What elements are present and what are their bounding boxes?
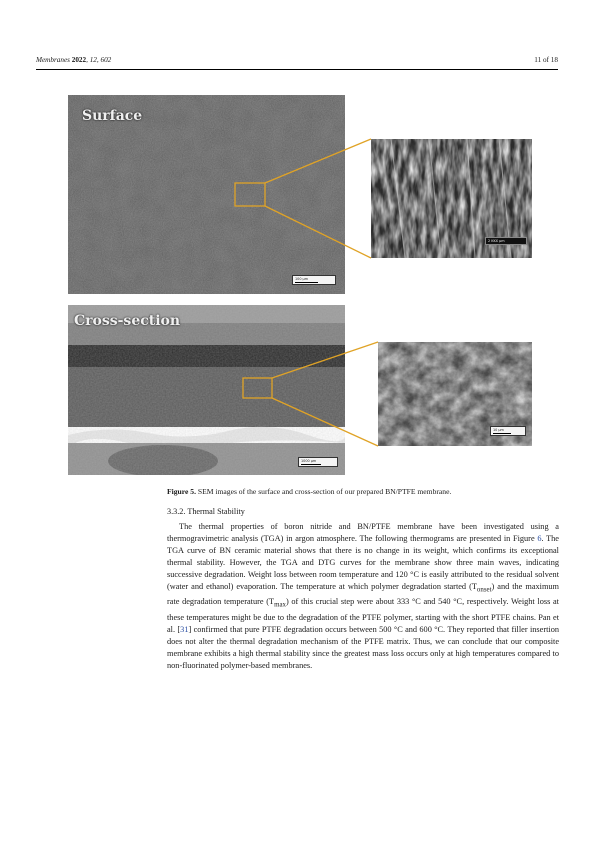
page-number: 11 of 18 [534,56,558,64]
surface-connector-top [265,139,371,183]
section-body [167,521,559,672]
section-heading: 3.3.2. Thermal Stability [167,507,245,516]
paragraph-text-4: ) of this crucial step were about 333 °C and 540 °C, respectively. Weight loss at these temperatures might be due to the degradation of the PTFE polymer, starting with the short PTFE chains. Pan et al. [ [167,597,559,634]
journal-year: 2022 [71,56,87,64]
cross-section-zoom-scale-text: 10 µm [493,428,504,432]
paragraph-text-3: ) and the maximum rate degradation temperature (T [167,581,560,607]
paragraph-text-2: . The TGA curve of BN ceramic material shows that there is no change in its weight, which confirms its exceptional thermal stability. However, the TGA and DTG curves for the membrane show three main waves, indicating successive degradation. Weight loss between room temperature and 120 °C is easily attributed to the residual solvent (water and ethanol) evaporation. The temperature at which polymer degradation started (T [167,533,559,591]
surface-label: Surface [82,108,143,124]
figure-caption-text: SEM images of the surface and cross-section of our prepared BN/PTFE membrane. [197,487,452,496]
surface-scale-text: 100 µm [295,277,309,281]
cross-section-scale-text: 1000 µm [301,459,317,463]
paragraph [167,521,559,672]
surface-connector-bottom [265,206,371,258]
cross-section-connector-bottom [272,398,378,446]
journal-article: 602 [100,56,112,64]
cross-section-highlight-box [243,378,272,398]
journal-name: Membranes [36,56,70,64]
journal-citation: Membranes 2022, 12, 602 [36,56,112,64]
cross-section-label: Cross-section [74,313,181,329]
surface-highlight-box [235,183,265,206]
subscript-onset: onset [476,586,492,594]
paragraph-text-5: ] confirmed that pure PTFE degradation occurs between 500 °C and 600 °C. They reported that filler insertion does not alter the thermal degradation mechanism of the PTFE matrix. Thus, we can conclude that our composite membrane exhibits a high thermal stability since the greatest mass loss occurs only at high temperatures compared to non-fluorinated polymer-based membranes. [167,624,559,670]
subscript-max: max [274,602,286,610]
citation-31-link[interactable]: 31 [180,624,189,634]
surface-zoom-scale-text: 2 KKX µm [488,239,505,243]
paragraph-text-1: The thermal properties of boron nitride and BN/PTFE membrane have been investigated using a thermogravimetric analysis (TGA) in argon atmosphere. The following thermograms are presented in Figure [167,522,559,543]
figure-caption [167,487,559,496]
cross-section-connector-top [272,342,378,378]
journal-volume: 12 [89,56,97,64]
figure-6-link[interactable]: 6 [537,533,542,543]
figure-caption-label: Figure 5. [167,487,196,496]
